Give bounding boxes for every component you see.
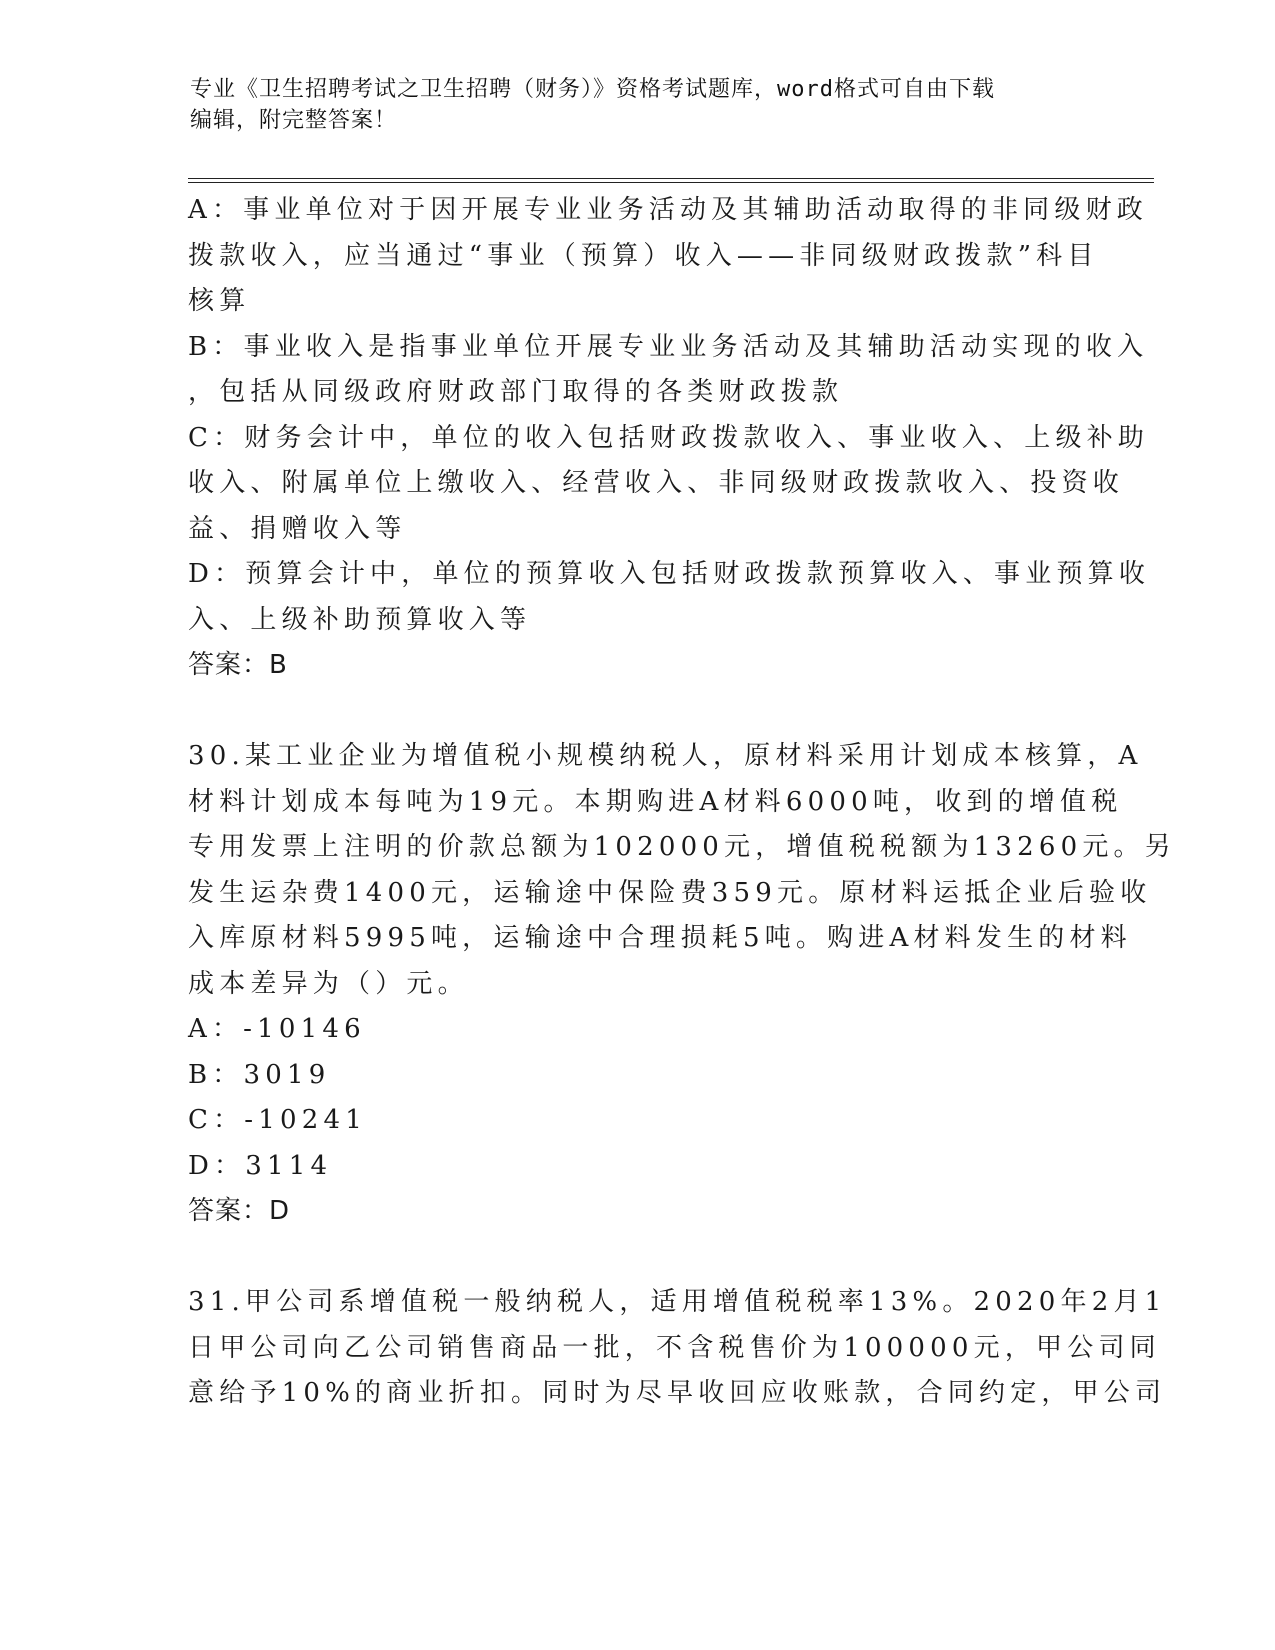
text-line: 日甲公司向乙公司销售商品一批，不含税售价为100000元，甲公司同 bbox=[188, 1332, 1161, 1363]
text-line: ，包括从同级政府财政部门取得的各类财政拨款 bbox=[188, 377, 844, 407]
text-line: 30.某工业企业为增值税小规模纳税人，原材料采用计划成本核算，A bbox=[188, 741, 1143, 771]
text-line: 发生运杂费1400元，运输途中保险费359元。原材料运抵企业后验收 bbox=[188, 877, 1152, 908]
q30-option-d: D：3114 bbox=[188, 1150, 333, 1181]
text-line: 收入、附属单位上缴收入、经营收入、非同级财政拨款收入、投资收 bbox=[188, 468, 1125, 498]
text-line: A：事业单位对于因开展专业业务活动及其辅助活动取得的非同级财政 bbox=[188, 195, 1148, 225]
q30-option-a: A：-10146 bbox=[188, 1014, 366, 1044]
text-line: D：预算会计中，单位的预算收入包括财政拨款预算收入、事业预算收 bbox=[188, 559, 1151, 589]
text-line: 拨款收入，应当通过“事业（预算）收入——非同级财政拨款”科目 bbox=[188, 240, 1099, 271]
text-line: 31.甲公司系增值税一般纳税人，适用增值税税率13%。2020年2月1 bbox=[188, 1287, 1167, 1317]
text-line: 入库原材料5995吨，运输途中合理损耗5吨。购进A材料发生的材料 bbox=[188, 923, 1132, 953]
q30-stem bbox=[188, 734, 1176, 1007]
page-header bbox=[190, 74, 1090, 136]
question-content bbox=[188, 188, 1176, 1417]
text-line: 意给予10%的商业折扣。同时为尽早收回应收账款，合同约定，甲公司 bbox=[188, 1378, 1167, 1408]
header-divider bbox=[188, 178, 1154, 183]
text-line: 专用发票上注明的价款总额为102000元，增值税税额为13260元。另 bbox=[188, 832, 1176, 862]
header-line-2: 编辑，附完整答案！ bbox=[190, 108, 398, 133]
q29-option-a bbox=[188, 188, 1148, 325]
spacer bbox=[188, 1235, 1068, 1281]
header-line-1: 专业《卫生招聘考试之卫生招聘（财务）》资格考试题库，word格式可自由下载 bbox=[190, 77, 995, 102]
text-line: 益、捐赠收入等 bbox=[188, 513, 407, 544]
text-line: 核算 bbox=[188, 286, 251, 316]
text-line: 材料计划成本每吨为19元。本期购进A材料6000吨，收到的增值税 bbox=[188, 786, 1123, 817]
text-line: 成本差异为（）元。 bbox=[188, 968, 469, 999]
q29-option-d bbox=[188, 552, 1151, 643]
text-line: B：事业收入是指事业单位开展专业业务活动及其辅助活动实现的收入 bbox=[188, 331, 1149, 362]
q30-option-c: C：-10241 bbox=[188, 1105, 367, 1135]
q30-option-b: B：3019 bbox=[188, 1059, 331, 1090]
spacer bbox=[188, 689, 1068, 735]
q29-option-c bbox=[188, 416, 1150, 553]
text-line: 入、上级补助预算收入等 bbox=[188, 604, 532, 635]
text-line: C：财务会计中，单位的收入包括财政拨款收入、事业收入、上级补助 bbox=[188, 422, 1150, 453]
q31-stem bbox=[188, 1280, 1167, 1417]
q29-answer: 答案：B bbox=[188, 650, 288, 680]
q29-option-b bbox=[188, 325, 1149, 416]
q30-answer: 答案：D bbox=[188, 1196, 291, 1226]
